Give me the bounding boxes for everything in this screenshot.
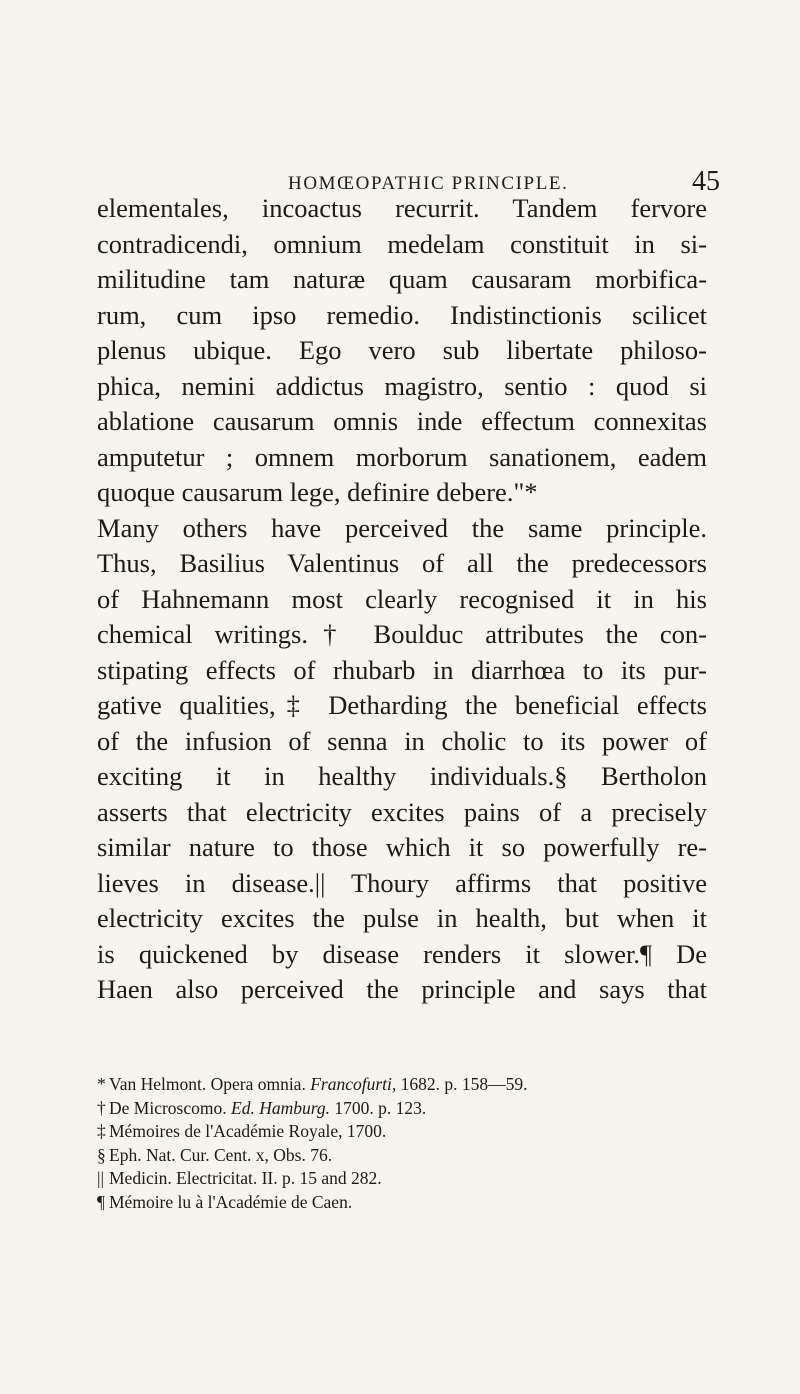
body-line: quoque causarum lege, definire debere."* [97, 477, 538, 507]
footnote [97, 1120, 737, 1144]
body-line: amputetur ; omnem morborum sanationem, eadem [97, 441, 707, 472]
body-line: chemical writings.† Boulduc attributes the con- [97, 619, 707, 649]
footnote [97, 1097, 737, 1121]
running-title: HOMŒOPATHIC PRINCIPLE. [288, 173, 569, 194]
page-number: 45 [692, 166, 720, 197]
footnote-text: Mémoire lu à l'Académie de Caen. [109, 1191, 353, 1212]
footnote-text: Van Helmont. Opera omnia. [109, 1074, 311, 1094]
body-line: phica, nemini addictus magistro, sentio : quod si [97, 370, 707, 401]
footnote-text: Medicin. Electricitat. II. p. 15 and 282. [109, 1168, 382, 1188]
footnote-mark: * [97, 1074, 106, 1094]
footnote-text-end: 1700. p. 123. [330, 1097, 427, 1118]
body-line: contradicendi, omnium medelam constituit in si- [97, 228, 707, 259]
body-line: Haen also perceived the principle and says that [97, 974, 707, 1004]
body-text [97, 191, 707, 1008]
body-line: electricity excites the pulse in health, but when it [97, 903, 707, 933]
body-line: of the infusion of senna in cholic to its power of [97, 725, 707, 756]
footnote [97, 1144, 737, 1168]
body-line: Thus, Basilius Valentinus of all the predecessors [97, 548, 707, 578]
footnote [97, 1167, 737, 1191]
body-line: lieves in disease.|| Thoury affirms that positive [97, 867, 707, 898]
body-line: stipating effects of rhubarb in diarrhœa to its pur- [97, 654, 707, 685]
body-line: gative qualities,‡ Detharding the beneficial effects [97, 690, 707, 720]
body-line: is quickened by disease renders it slower.¶ De [97, 938, 707, 969]
body-line: elementales, incoactus recurrit. Tandem fervore [97, 193, 707, 223]
footnote-mark: † [97, 1097, 106, 1118]
footnote-text: De Microscomo. [109, 1097, 231, 1118]
body-line: plenus ubique. Ego vero sub libertate philoso- [97, 335, 707, 365]
body-line: of Hahnemann most clearly recognised it in his [97, 583, 707, 614]
footnotes [97, 1073, 737, 1214]
footnote-text: Eph. Nat. Cur. Cent. x, Obs. 76. [109, 1144, 333, 1165]
footnote-mark: ¶ [97, 1191, 105, 1212]
footnote-mark: || [97, 1168, 105, 1188]
footnote-mark: § [97, 1144, 106, 1165]
footnote-italic: Francofurti, [310, 1074, 397, 1094]
body-line: Many others have perceived the same principle. [97, 512, 707, 543]
footnote [97, 1191, 737, 1215]
footnote-italic: Ed. Hamburg. [231, 1097, 331, 1118]
body-line: exciting it in healthy individuals.§ Bertholon [97, 761, 707, 791]
body-line: similar nature to those which it so powerfully re- [97, 832, 707, 862]
footnote-text: Mémoires de l'Académie Royale, 1700. [109, 1121, 387, 1141]
body-line: militudine tam naturæ quam causaram morbifica- [97, 264, 707, 294]
body-line: asserts that electricity excites pains of a precisely [97, 796, 707, 827]
footnote [97, 1073, 737, 1097]
body-line: ablatione causarum omnis inde effectum connexitas [97, 406, 707, 436]
footnote-mark: ‡ [97, 1121, 106, 1141]
footnote-text-end: 1682. p. 158—59. [396, 1074, 528, 1094]
body-line: rum, cum ipso remedio. Indistinctionis scilicet [97, 299, 707, 330]
